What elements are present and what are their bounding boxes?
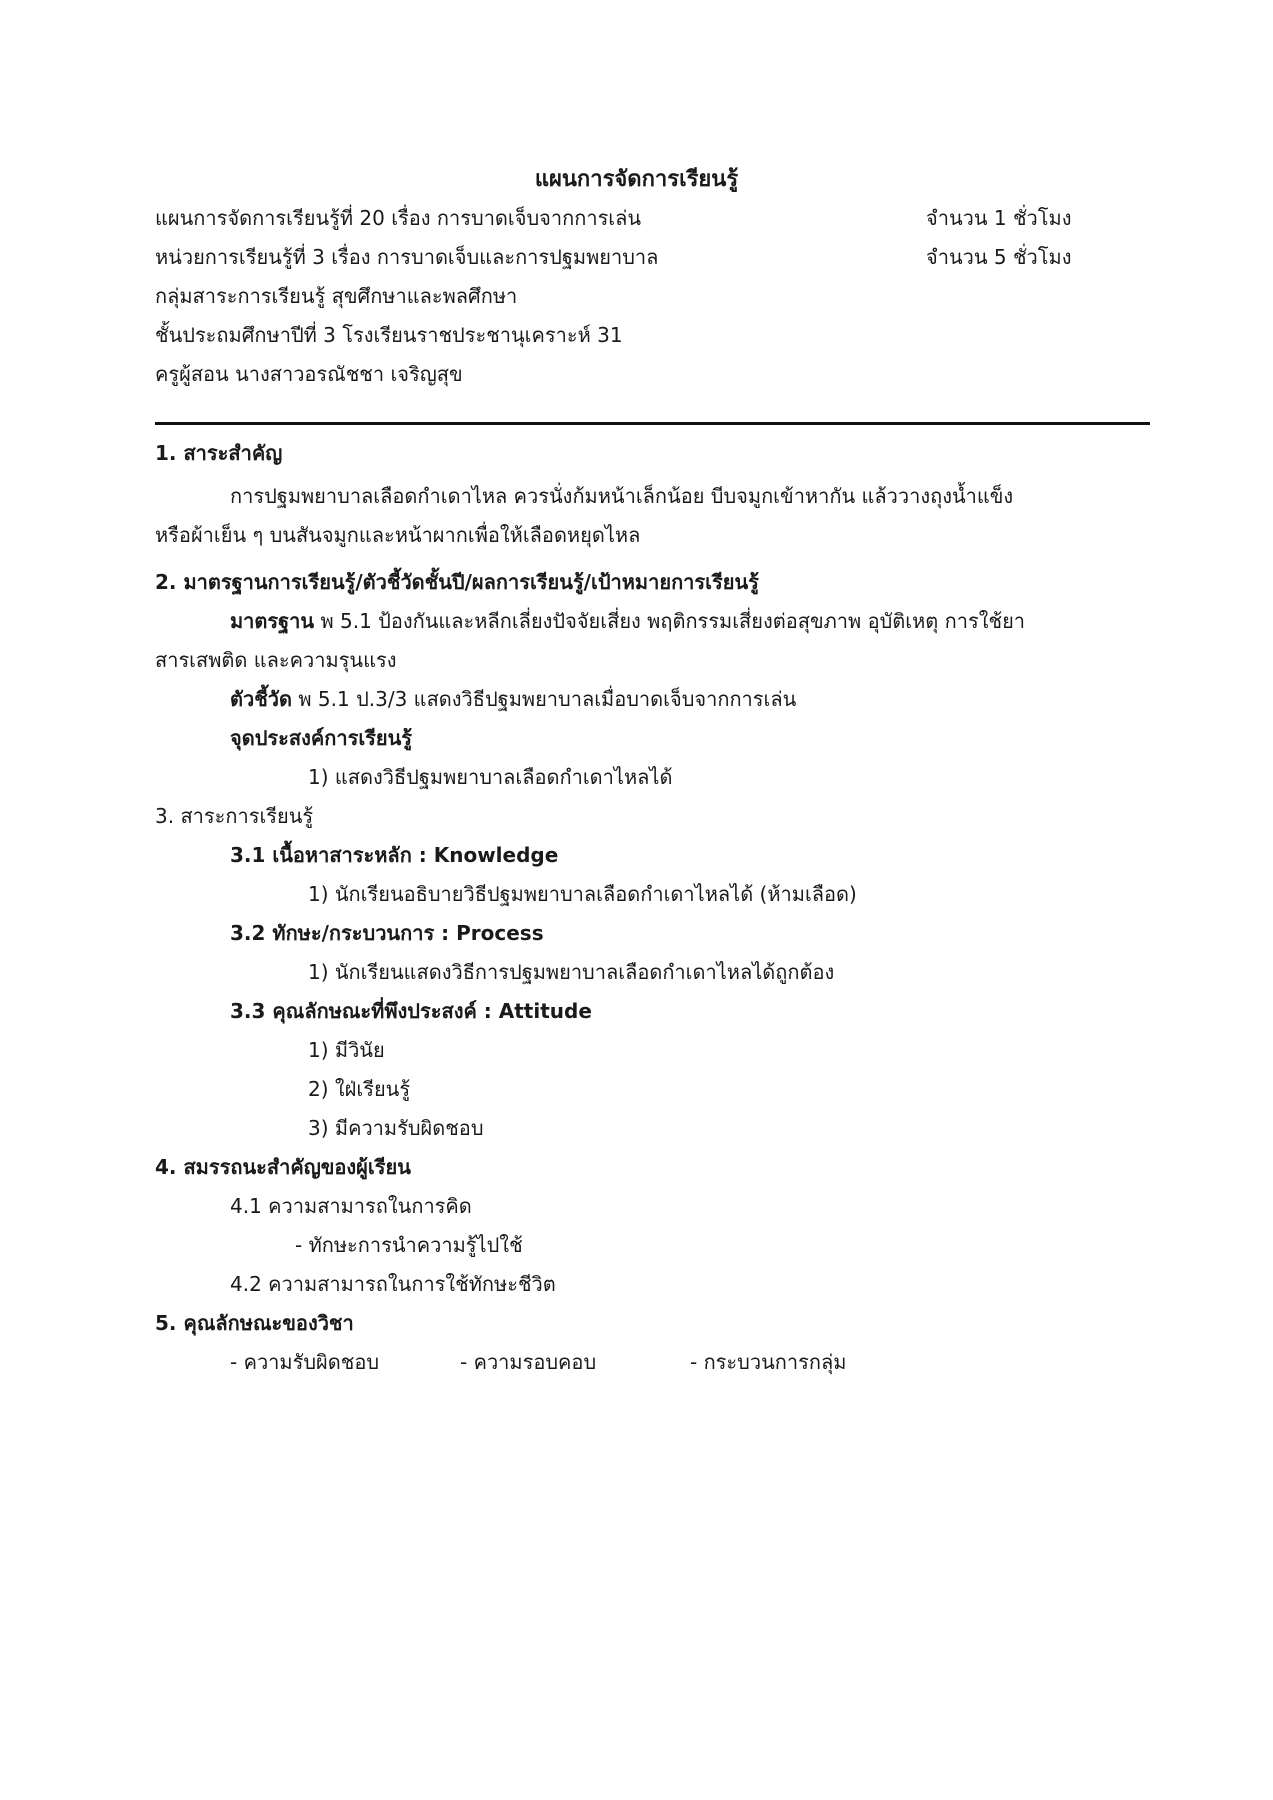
document-title: แผนการจัดการเรียนรู้	[534, 167, 739, 192]
section3-heading: 3. สาระการเรียนรู้	[155, 804, 314, 828]
header-divider	[155, 422, 1150, 425]
attitude-item-3: 3) มีความรับผิดชอบ	[308, 1116, 484, 1140]
attitude-item-2: 2) ใฝ่เรียนรู้	[308, 1077, 411, 1101]
indicator-label: ตัวชี้วัด	[230, 687, 293, 711]
objective-item-1: 1) แสดงวิธีปฐมพยาบาลเลือดกำเดาไหลได้	[308, 765, 673, 789]
subject-trait-item-3: - กระบวนการกลุ่ม	[690, 1350, 847, 1374]
grade-school: ชั้นประถมศึกษาปีที่ 3 โรงเรียนราชประชานุเคราะห์ 31	[155, 323, 623, 347]
competency-item-1-sub: - ทักษะการนำความรู้ไปใช้	[295, 1233, 523, 1257]
process-item-1: 1) นักเรียนแสดงวิธีการปฐมพยาบาลเลือดกำเดาไหลได้ถูกต้อง	[308, 960, 835, 984]
standard-line1	[230, 606, 1025, 636]
indicator-line	[230, 684, 796, 714]
attitude-item-1: 1) มีวินัย	[308, 1038, 385, 1062]
standard-label: มาตรฐาน	[230, 609, 315, 633]
teacher-line: ครูผู้สอน นางสาวอรณัชชา เจริญสุข	[155, 362, 463, 386]
section2-heading: 2. มาตรฐานการเรียนรู้/ตัวชี้วัดชั้นปี/ผลการเรียนรู้/เป้าหมายการเรียนรู้	[155, 570, 759, 594]
unit-line: หน่วยการเรียนรู้ที่ 3 เรื่อง การบาดเจ็บและการปฐมพยาบาล	[155, 245, 659, 269]
standard-text: พ 5.1 ป้องกันและหลีกเลี่ยงปัจจัยเสี่ยง พฤติกรรมเสี่ยงต่อสุขภาพ อุบัติเหตุ การใช้ยา	[314, 609, 1026, 633]
subject-group: กลุ่มสาระการเรียนรู้ สุขศึกษาและพลศึกษา	[155, 284, 518, 308]
knowledge-item-1: 1) นักเรียนอธิบายวิธีปฐมพยาบาลเลือดกำเดาไหลได้ (ห้ามเลือด)	[308, 882, 857, 906]
unit-hours: จำนวน 5 ชั่วโมง	[926, 245, 1072, 269]
section4-heading: 4. สมรรถนะสำคัญของผู้เรียน	[155, 1155, 411, 1179]
process-heading: 3.2 ทักษะ/กระบวนการ : Process	[230, 921, 544, 945]
section1-paragraph-line2: หรือผ้าเย็น ๆ บนสันจมูกและหน้าผากเพื่อให้เลือดหยุดไหล	[155, 523, 641, 547]
subject-trait-item-2: - ความรอบคอบ	[460, 1350, 597, 1374]
competency-item-1: 4.1 ความสามารถในการคิด	[230, 1194, 472, 1218]
attitude-heading: 3.3 คุณลักษณะที่พึงประสงค์ : Attitude	[230, 999, 592, 1023]
section1-paragraph-line1: การปฐมพยาบาลเลือดกำเดาไหล ควรนั่งก้มหน้าเล็กน้อย บีบจมูกเข้าหากัน แล้ววางถุงน้ำแข็ง	[230, 484, 1014, 508]
section1-heading: 1. สาระสำคัญ	[155, 441, 283, 465]
plan-line: แผนการจัดการเรียนรู้ที่ 20 เรื่อง การบาดเจ็บจากการเล่น	[155, 206, 642, 230]
knowledge-heading: 3.1 เนื้อหาสาระหลัก : Knowledge	[230, 843, 559, 867]
objective-heading: จุดประสงค์การเรียนรู้	[230, 726, 413, 750]
section5-heading: 5. คุณลักษณะของวิชา	[155, 1311, 354, 1335]
subject-trait-item-1: - ความรับผิดชอบ	[230, 1350, 380, 1374]
indicator-text: พ 5.1 ป.3/3 แสดงวิธีปฐมพยาบาลเมื่อบาดเจ็บจากการเล่น	[292, 687, 797, 711]
standard-line2: สารเสพติด และความรุนแรง	[155, 648, 397, 672]
competency-item-2: 4.2 ความสามารถในการใช้ทักษะชีวิต	[230, 1272, 556, 1296]
plan-hours: จำนวน 1 ชั่วโมง	[926, 206, 1072, 230]
